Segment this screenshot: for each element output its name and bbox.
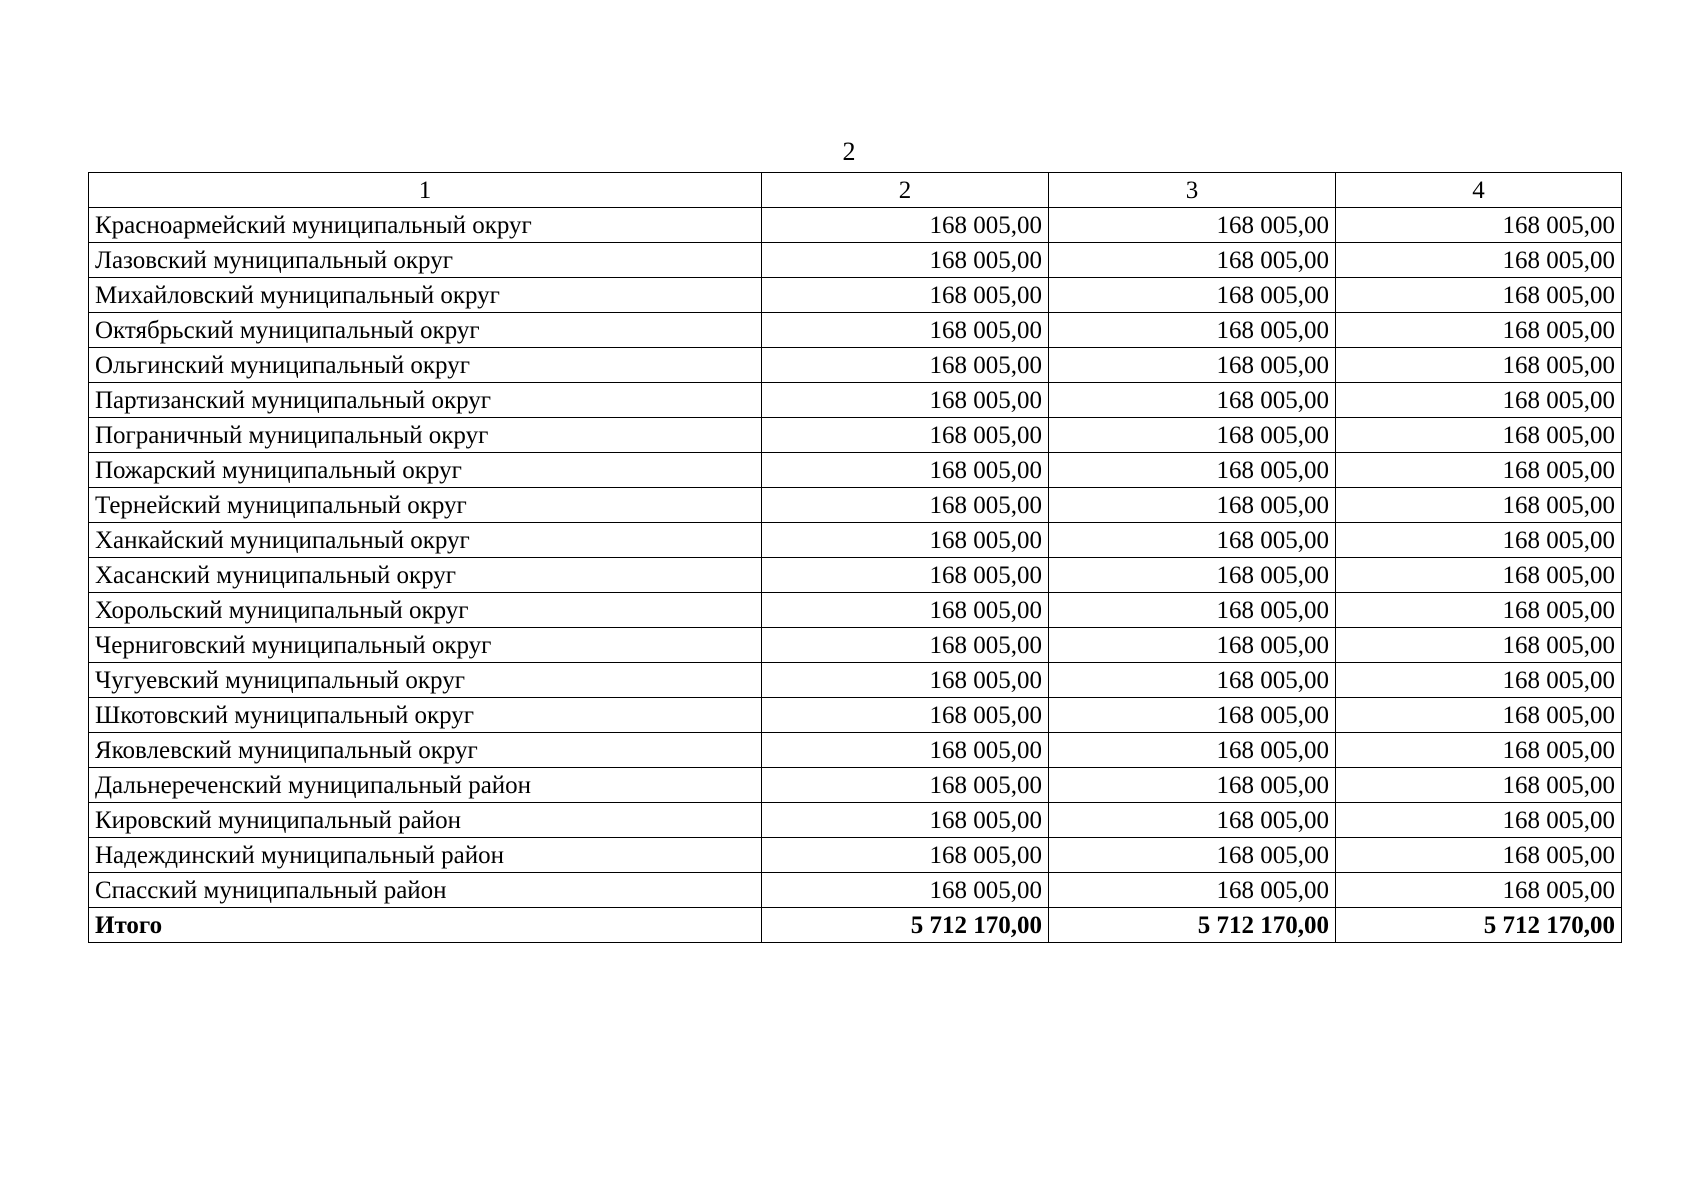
- table-row: [89, 243, 1622, 278]
- column-header-4: 4: [1336, 173, 1622, 208]
- total-value-col2: 5 712 170,00: [762, 908, 1049, 943]
- municipality-name-cell: Ольгинский муниципальный округ: [89, 348, 762, 383]
- municipality-name-cell: Красноармейский муниципальный округ: [89, 208, 762, 243]
- value-cell-col3: 168 005,00: [1049, 873, 1336, 908]
- table-row: [89, 278, 1622, 313]
- table-row: [89, 838, 1622, 873]
- municipality-name-cell: Надеждинский муниципальный район: [89, 838, 762, 873]
- value-cell-col4: 168 005,00: [1336, 768, 1622, 803]
- value-cell-col3: 168 005,00: [1049, 383, 1336, 418]
- value-cell-col4: 168 005,00: [1336, 873, 1622, 908]
- value-cell-col4: 168 005,00: [1336, 523, 1622, 558]
- value-cell-col3: 168 005,00: [1049, 313, 1336, 348]
- value-cell-col3: 168 005,00: [1049, 418, 1336, 453]
- municipality-name-cell: Пограничный муниципальный округ: [89, 418, 762, 453]
- municipality-name-cell: Лазовский муниципальный округ: [89, 243, 762, 278]
- table-row: [89, 418, 1622, 453]
- table-row: [89, 313, 1622, 348]
- value-cell-col4: 168 005,00: [1336, 383, 1622, 418]
- value-cell-col4: 168 005,00: [1336, 243, 1622, 278]
- value-cell-col2: 168 005,00: [762, 838, 1049, 873]
- value-cell-col3: 168 005,00: [1049, 348, 1336, 383]
- value-cell-col2: 168 005,00: [762, 733, 1049, 768]
- value-cell-col3: 168 005,00: [1049, 838, 1336, 873]
- value-cell-col4: 168 005,00: [1336, 698, 1622, 733]
- value-cell-col2: 168 005,00: [762, 523, 1049, 558]
- value-cell-col3: 168 005,00: [1049, 593, 1336, 628]
- table-row: [89, 768, 1622, 803]
- table-row: [89, 488, 1622, 523]
- municipality-name-cell: Михайловский муниципальный округ: [89, 278, 762, 313]
- table-row: [89, 733, 1622, 768]
- value-cell-col3: 168 005,00: [1049, 628, 1336, 663]
- header-row: [89, 173, 1622, 208]
- value-cell-col2: 168 005,00: [762, 803, 1049, 838]
- total-value-col4: 5 712 170,00: [1336, 908, 1622, 943]
- value-cell-col2: 168 005,00: [762, 243, 1049, 278]
- value-cell-col4: 168 005,00: [1336, 838, 1622, 873]
- value-cell-col4: 168 005,00: [1336, 558, 1622, 593]
- value-cell-col3: 168 005,00: [1049, 523, 1336, 558]
- value-cell-col3: 168 005,00: [1049, 768, 1336, 803]
- value-cell-col4: 168 005,00: [1336, 313, 1622, 348]
- value-cell-col4: 168 005,00: [1336, 488, 1622, 523]
- value-cell-col3: 168 005,00: [1049, 733, 1336, 768]
- municipality-name-cell: Кировский муниципальный район: [89, 803, 762, 838]
- value-cell-col2: 168 005,00: [762, 663, 1049, 698]
- value-cell-col4: 168 005,00: [1336, 348, 1622, 383]
- total-row: [89, 908, 1622, 943]
- value-cell-col4: 168 005,00: [1336, 418, 1622, 453]
- table-row: [89, 383, 1622, 418]
- value-cell-col2: 168 005,00: [762, 768, 1049, 803]
- table-row: [89, 873, 1622, 908]
- value-cell-col4: 168 005,00: [1336, 803, 1622, 838]
- value-cell-col2: 168 005,00: [762, 488, 1049, 523]
- municipality-name-cell: Октябрьский муниципальный округ: [89, 313, 762, 348]
- municipality-name-cell: Чугуевский муниципальный округ: [89, 663, 762, 698]
- table-row: [89, 348, 1622, 383]
- total-label-cell: Итого: [89, 908, 762, 943]
- value-cell-col2: 168 005,00: [762, 383, 1049, 418]
- value-cell-col2: 168 005,00: [762, 418, 1049, 453]
- value-cell-col2: 168 005,00: [762, 628, 1049, 663]
- table-body: [89, 208, 1622, 943]
- value-cell-col3: 168 005,00: [1049, 208, 1336, 243]
- value-cell-col4: 168 005,00: [1336, 628, 1622, 663]
- table-row: [89, 698, 1622, 733]
- table-row: [89, 208, 1622, 243]
- municipality-name-cell: Хорольский муниципальный округ: [89, 593, 762, 628]
- value-cell-col3: 168 005,00: [1049, 558, 1336, 593]
- value-cell-col2: 168 005,00: [762, 593, 1049, 628]
- value-cell-col2: 168 005,00: [762, 313, 1049, 348]
- value-cell-col4: 168 005,00: [1336, 453, 1622, 488]
- value-cell-col2: 168 005,00: [762, 453, 1049, 488]
- value-cell-col3: 168 005,00: [1049, 663, 1336, 698]
- table-row: [89, 558, 1622, 593]
- municipality-name-cell: Партизанский муниципальный округ: [89, 383, 762, 418]
- column-header-1: 1: [89, 173, 762, 208]
- table-header: [89, 173, 1622, 208]
- value-cell-col3: 168 005,00: [1049, 803, 1336, 838]
- value-cell-col3: 168 005,00: [1049, 453, 1336, 488]
- table-row: [89, 523, 1622, 558]
- total-value-col3: 5 712 170,00: [1049, 908, 1336, 943]
- value-cell-col2: 168 005,00: [762, 208, 1049, 243]
- value-cell-col4: 168 005,00: [1336, 593, 1622, 628]
- municipality-name-cell: Шкотовский муниципальный округ: [89, 698, 762, 733]
- municipality-name-cell: Спасский муниципальный район: [89, 873, 762, 908]
- value-cell-col3: 168 005,00: [1049, 488, 1336, 523]
- value-cell-col2: 168 005,00: [762, 278, 1049, 313]
- value-cell-col2: 168 005,00: [762, 348, 1049, 383]
- column-header-3: 3: [1049, 173, 1336, 208]
- municipality-name-cell: Дальнереченский муниципальный район: [89, 768, 762, 803]
- value-cell-col4: 168 005,00: [1336, 278, 1622, 313]
- value-cell-col4: 168 005,00: [1336, 663, 1622, 698]
- page-number: 2: [842, 137, 856, 166]
- value-cell-col2: 168 005,00: [762, 558, 1049, 593]
- value-cell-col2: 168 005,00: [762, 873, 1049, 908]
- municipality-name-cell: Черниговский муниципальный округ: [89, 628, 762, 663]
- table-row: [89, 803, 1622, 838]
- value-cell-col3: 168 005,00: [1049, 243, 1336, 278]
- table-row: [89, 593, 1622, 628]
- table-row: [89, 628, 1622, 663]
- value-cell-col3: 168 005,00: [1049, 278, 1336, 313]
- data-table: [88, 172, 1622, 943]
- municipality-name-cell: Тернейский муниципальный округ: [89, 488, 762, 523]
- value-cell-col3: 168 005,00: [1049, 698, 1336, 733]
- municipality-name-cell: Ханкайский муниципальный округ: [89, 523, 762, 558]
- column-header-2: 2: [762, 173, 1049, 208]
- value-cell-col4: 168 005,00: [1336, 733, 1622, 768]
- table-row: [89, 663, 1622, 698]
- value-cell-col2: 168 005,00: [762, 698, 1049, 733]
- municipality-name-cell: Яковлевский муниципальный округ: [89, 733, 762, 768]
- value-cell-col4: 168 005,00: [1336, 208, 1622, 243]
- table-row: [89, 453, 1622, 488]
- municipality-name-cell: Хасанский муниципальный округ: [89, 558, 762, 593]
- municipality-name-cell: Пожарский муниципальный округ: [89, 453, 762, 488]
